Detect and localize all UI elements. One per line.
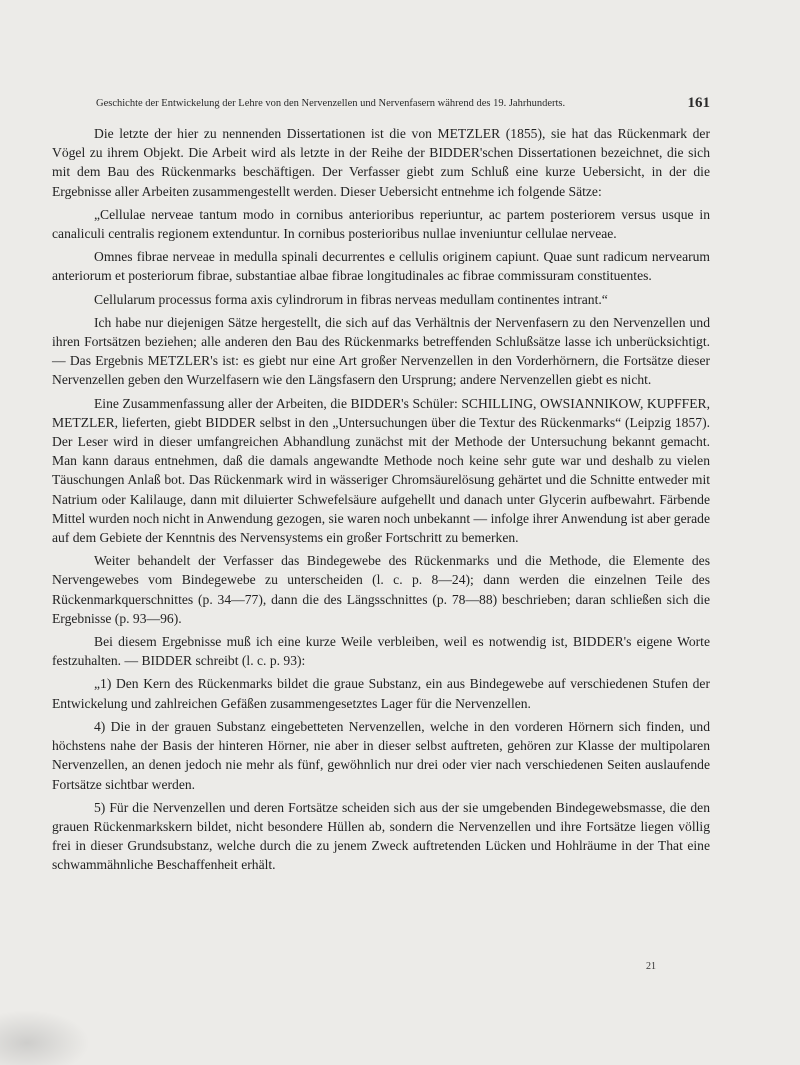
paragraph: Cellularum processus forma axis cylindrorum in fibras nerveas medullam continentes intrant.“ — [94, 291, 608, 307]
paragraph: 5) Für die Nervenzellen und deren Fortsätze scheiden sich aus der sie umgebenden Bindegewebsmasse, die den grauen Rückenmarkskern bildet, nicht besondere Hüllen ab, sondern die Nervenzellen und ihre Fortsätze liegen völlig frei in dieser Grundsubstanz, welche durch die zu jenem Zweck auftretenden Lücken und Hohlräume in der That eine schwammähnliche Beschaffenheit erhält. — [52, 799, 710, 873]
paragraph: Eine Zusammenfassung aller der Arbeiten, die BIDDER's Schüler: SCHILLING, OWSIANNIKOW, KUPFFER, METZLER, lieferten, giebt BIDDER selbst in den „Untersuchungen über die Textur des Rückenmarks“ (Leipzig 1857). Der Leser wird in dieser umfangreichen Abhandlung zunächst mit der Methode der Untersuchung bekannt gemacht. Man kann daraus entnehmen, daß die damals angewandte Methode noch keine sehr gute war und deshalb zu vielen Täuschungen Anlaß bot. Das Rückenmark wird in wässeriger Chromsäurelösung gehärtet und die Schnitte entweder mit Natrium oder Kalilauge, dann mit diluierter Schwefelsäure aufgehellt und danach unter Glycerin aufbewahrt. Färbende Mittel wurden noch nicht in Anwendung gezogen, sie waren noch unbekannt — infolge ihrer Anwendung ist aber gerade auf dem Gebiete der Kenntnis des Nervensystems ein großer Fortschritt zu bemerken. — [52, 395, 710, 546]
paragraph: Ich habe nur diejenigen Sätze hergestellt, die sich auf das Verhältnis der Nervenfasern zu den Nervenzellen und ihren Fortsätzen beziehen; alle anderen den Bau des Rückenmarks betreffenden Schlußsätze lasse ich unberücksichtigt. — Das Ergebnis METZLER's ist: es giebt nur eine Art großer Nervenzellen in den Vorderhörnern, die Fortsätze dieser Nervenzellen geben den Wurzelfasern wie den Längsfasern den Ursprung; andere Nervenzellen giebt es nicht. — [52, 314, 710, 388]
paragraph: Die letzte der hier zu nennenden Dissertationen ist die von METZLER (1855), sie hat das Rückenmark der Vögel zu ihrem Objekt. Die Arbeit wird als letzte in der Reihe der BIDDER'schen Dissertationen bezeichnet, die sich mit dem Bau des Rückenmarks beschäftigen. Der Verfasser giebt zum Schluß eine kurze Uebersicht, in der die Ergebnisse aller Arbeiten zusammengestellt werden. Dieser Uebersicht entnehme ich folgende Sätze: — [52, 126, 710, 199]
running-header — [96, 95, 710, 111]
signature-mark: 21 — [646, 961, 656, 972]
paragraph: Omnes fibrae nerveae in medulla spinali decurrentes e cellulis originem capiunt. Quae sunt radicum nervearum anteriorum et posteriorum fibrae, substantiae albae fibrae longitudinales ac fibrae commissuram constituentes. — [52, 249, 710, 284]
scan-smudge — [0, 1010, 90, 1065]
body-text — [52, 124, 710, 879]
paragraph: Bei diesem Ergebnisse muß ich eine kurze Weile verbleiben, weil es notwendig ist, BIDDER's eigene Worte festzuhalten. — BIDDER schreibt (l. c. p. 93): — [52, 634, 710, 669]
paragraph: Weiter behandelt der Verfasser das Bindegewebe des Rückenmarks und die Methode, die Elemente des Nervengewebes vom Bindegewebe zu unterscheiden (l. c. p. 8—24); dann werden die einzelnen Teile des Rückenmarkquerschnittes (p. 34—77), dann die des Längsschnittes (p. 78—88) beschrieben; daran schließen sich die Ergebnisse (p. 93—96). — [52, 553, 710, 626]
running-title: Geschichte der Entwickelung der Lehre von den Nervenzellen und Nervenfasern während des 19. Jahrhunderts. — [96, 98, 566, 109]
paragraph: „1) Den Kern des Rückenmarks bildet die graue Substanz, ein aus Bindegewebe auf verschiedenen Stufen der Entwickelung und zahlreichen Gefäßen zusammengesetztes Lager für die Nervenzellen. — [52, 676, 710, 711]
paragraph: 4) Die in der grauen Substanz eingebetteten Nervenzellen, welche in den vorderen Hörnern sich finden, und höchstens nahe der Basis der hinteren Hörner, nie aber in dieser selbst auftreten, gehören zur Klasse der multipolaren Nervenzellen, an denen jedoch nie mehr als fünf, gewöhnlich nur drei oder vier nach verschiedenen Seiten auslaufende Fortsätze sichtbar werden. — [52, 718, 710, 792]
paragraph: „Cellulae nerveae tantum modo in cornibus anterioribus reperiuntur, ac partem posteriorem versus usque in canaliculi centralis regionem extenduntur. In cornibus posterioribus nullae inveniuntur cellulae nerveae. — [52, 206, 710, 242]
page-number: 161 — [687, 95, 710, 111]
